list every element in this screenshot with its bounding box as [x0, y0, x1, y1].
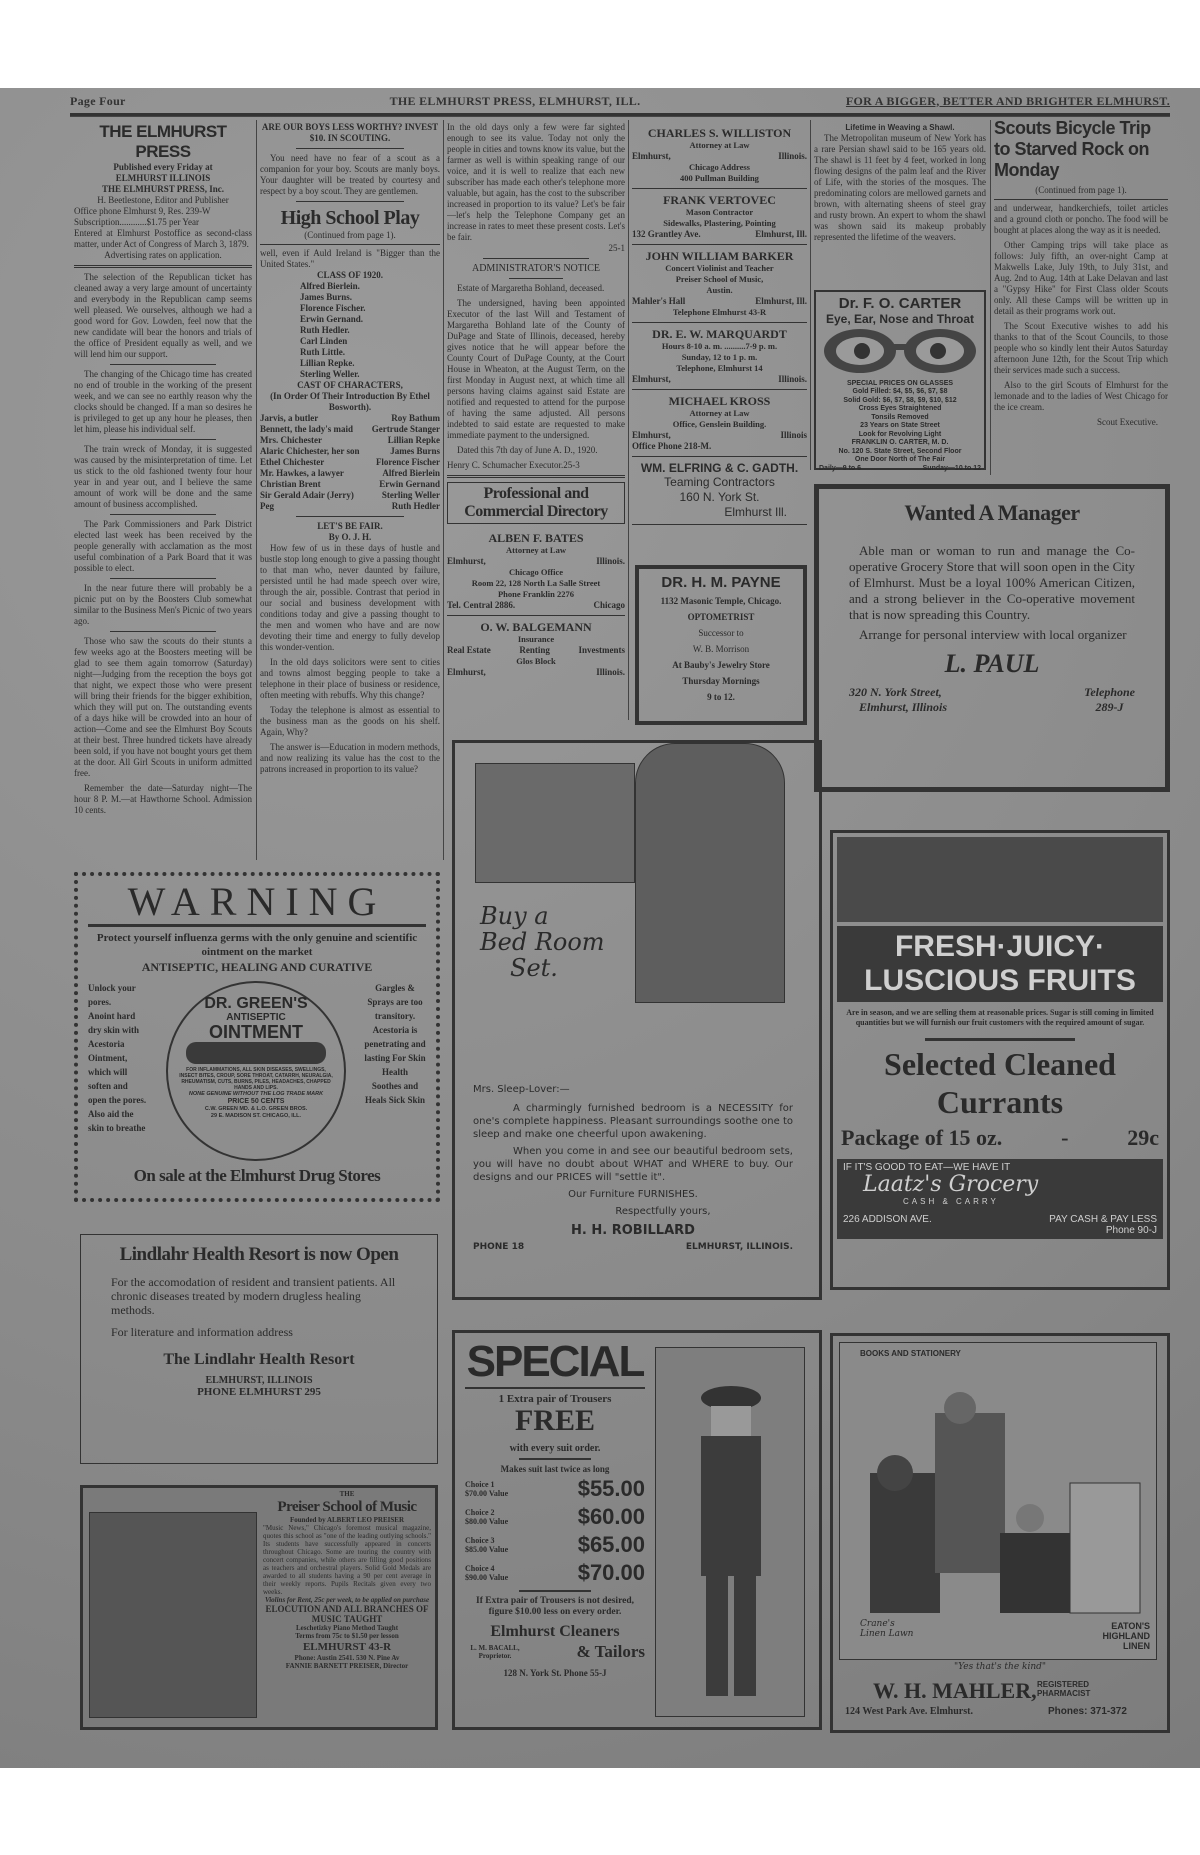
divider [509, 278, 562, 279]
continued-note: (Continued from page 1). [304, 230, 396, 240]
class-member: Sterling Weller. [300, 369, 360, 379]
cast-heading: CAST OF CHARACTERS, [297, 380, 403, 390]
divider [110, 439, 217, 440]
divider [110, 364, 217, 365]
cast-row: Mrs. Chichester Lillian Repke [260, 435, 440, 445]
laatz-logo-banner: IF IT'S GOOD TO EAT—WE HAVE IT Laatz's Grocery CASH & CARRY 226 ADDISON AVE. PAY CASH & PAY LESS Phone 90-J [837, 1159, 1163, 1239]
column-divider [256, 120, 257, 860]
published-line: Published every Friday at [113, 162, 213, 172]
ad-title: Wanted A Manager [904, 500, 1080, 525]
play-lead: well, even if Auld Ireland is "Bigger than the United States." [260, 248, 440, 269]
pharmacist-name: W. H. MAHLER, [873, 1678, 1037, 1703]
shopping-scene-illustration [839, 1342, 1157, 1660]
class-member: Florence Fischer. [300, 303, 366, 313]
class-member: Lillian Repke. [300, 358, 355, 368]
paper-slogan: FOR A BIGGER, BETTER AND BRIGHTER ELMHURST. [845, 93, 1170, 108]
page-masthead [70, 90, 1170, 112]
scouting-text: You need have no fear of a scout as a companion for your boy. Scouts are manly boys. Your daughter will be treated by courtesy and respect by a boy scout. They are gentlemen. [260, 153, 440, 196]
mahler-pharmacist-ad: BOOKS AND STATIONERY Crane's Linen Lawn EATON'S HIGHLAND LINEN "Yes that's the kind" W. H. MAHLER, REGISTERED PHARMACIST 124 West Park Ave. Elmhurst. Phones: 371-372 [830, 1333, 1170, 1733]
class-member: Ruth Hedler. [300, 325, 350, 335]
warning-ointment-ad: WARNING Protect yourself influenza germs with the only genuine and scientific ointment on the market ANTISEPTIC, HEALING AND CURATIVE Unlock your pores. Anoint hard dry skin with Acestoria Ointment, which will soften and open the pores. Also aid the skin to breathe DR. GREEN'S ANTISEPTIC OINTMENT FOR INFLAMMATIONS, ALL SKIN DISEASES, SWELLINGS, INSECT BITES, CROUP, SORE THROAT, CATARRH, NEURALGIA, RHEUMATISM, CUTS, BURNS, PILES, HEADACHES, CHAPPED HANDS AND LIPS. NONE GENUINE WITHOUT THE LOG TRADE MARK PRICE 50 CENTS C.W. GREEN MD. & L.O. GREEN BROS. 29 E. MADISON ST. CHICAGO, ILL. Gargles & Sprays are too transitory. Acestoria is penetrating and lasting For Skin Health Soothes and Heals Sick Skin On sale at the Elmhurst Drug Stores [74, 872, 440, 1202]
editor-line: H. Beetlestone, Editor and Publisher [97, 195, 229, 205]
class-heading: CLASS OF 1920. [317, 270, 383, 280]
shawl-article [814, 122, 986, 272]
article-paragraph: Other Camping trips will take place as follows: July fifth, an over-night Camp at Makwells Lake, July 19th, to July 31st, and Aug. 2nd to Aug. 14th at Lake Delavan and last a "Gypsy Hike" for First Class older Scouts only. All these Camps will be written up in detail as their programs work out. [994, 240, 1168, 316]
ad-title: SPECIAL [465, 1337, 645, 1389]
directory-card-balgemann: O. W. BALGEMANN Insurance Real Estate Renting Investments Glos Block Elmhurst, Illinois. [447, 620, 625, 677]
editorial-column [74, 122, 252, 862]
price-choice: Choice 1 $70.00 Value $55.00 [465, 1476, 645, 1501]
business-card: MICHAEL KROSS Attorney at Law Office, Genslein Building. Elmhurst, Illinois Office Phone 218-M. [632, 390, 807, 457]
elmhurst-cleaners-ad: SPECIAL 1 Extra pair of Trousers FREE with every suit order. Makes suit last twice as long Choice 1 $70.00 Value $55.00 Choice 2 $80.00 Value $60.00 Choice 3 $85.00 Value $65.00 Choice 4 $90.00 Value $70.00 If Extra pair of Trousers is not desired, figure $10.00 less on every order. Elmhurst Cleaners L. M. BACALL, Proprietor. & Tailors 128 N. York St. Phone 55-J [452, 1330, 822, 1730]
ad-body: Arrange for personal interview with local organizer [859, 627, 1127, 642]
notice-dated: Dated this 7th day of June A. D., 1920. [457, 445, 598, 455]
divider [110, 578, 217, 579]
class-member: Carl Linden [300, 336, 348, 346]
play-headline: High School Play [280, 207, 420, 229]
price-choice: Choice 2 $80.00 Value $60.00 [465, 1504, 645, 1529]
subscription-rate: Subscription............$1.75 per Year [74, 217, 199, 227]
notices-column [447, 122, 625, 722]
notice-signature: Henry C. Schumacher Executor.25-3 [447, 460, 580, 470]
notice-headline: ADMINISTRATOR'S NOTICE [471, 263, 600, 274]
scouts-article [994, 118, 1168, 474]
preiser-music-ad: THE Preiser School of Music Founded by ALBERT LEO PREISER "Music News," Chicago's foremost musical magazine, quotes this school as "one of the leading outlying schools." Its students have successfully appeared in concerts throughout Chicago. Some are touring the country with concert companies, while others are filling good positions as teachers and orchestral players. Solid Gold Medals are awarded to all students having a 90 per cent average in their weekly reports. Pupils Recitals given every two weeks. Violins for Rent, 25c per week, to be applied on purchase ELOCUTION AND ALL BRANCHES OF MUSIC TAUGHT Leschetizky Piano Method Taught Terms from 75c to $1.50 per lesson ELMHURST 43-R Phone: Austin 2541. 530 N. Pine Av FANNIE BARNETT PREISER, Director [80, 1485, 438, 1730]
fair-paragraph: The answer is—Education in modern methods, and now realizing its value has the cost to the patrons increased in proportion to its value? [260, 742, 440, 774]
class-member: Ruth Little. [300, 347, 345, 357]
cast-row: Christian Brent Erwin Gernand [260, 479, 440, 489]
cast-row: Mr. Hawkes, a lawyer Alfred Bierlein [260, 468, 440, 478]
cast-list [260, 413, 440, 512]
directory-header [447, 482, 625, 524]
paper-title: THE ELMHURST PRESS, ELMHURST, ILL. [389, 93, 641, 108]
laatz-grocery-ad: FRESH·JUICY· LUSCIOUS FRUITS Are in season, and we are selling them at reasonable prices. Sugar is still coming in limited quantities but we will furnish our fruit customers with the required amount of sugar. Selected Cleaned Currants Package of 15 oz. - 29c IF IT'S GOOD TO EAT—WE HAVE IT Laatz's Grocery CASH & CARRY 226 ADDISON AVE. PAY CASH & PAY LESS Phone 90-J [830, 830, 1170, 1290]
notice-text: The undersigned, having been appointed Executor of the last Will and Testament of Margaretha Bohland late of the County of DuPage and State of Illinois, deceased, hereby gives notice that he will appear before the County Court of DuPage County, at the Court House in Wheaton, at the August Term, on the first Monday in August next, at which time all persons having claims against said Estate are notified and requested to attend for the purpose of having the same adjusted. All persons indebted to said estate are requested to make immediate payment to the undersigned. [447, 298, 625, 440]
fair-paragraph: In the old days solicitors were sent to cities and towns almost begging people to take a telephone in their place of business or residence, often meeting with rebuffs. Why this change? [260, 657, 440, 700]
card-name: ALBEN F. BATES [488, 531, 584, 545]
brand-label: EATON'S HIGHLAND LINEN [1102, 1621, 1150, 1651]
class-member: Erwin Gernand. [300, 314, 364, 324]
product-title: Selected Cleaned [884, 1046, 1116, 1082]
fair-paragraph: Today the telephone is almost as essential to the business man as the goods on his shelf. Again, Why? [260, 705, 440, 737]
card-name: O. W. BALGEMANN [480, 620, 592, 634]
fair-paragraph: How few of us in these days of hustle and bustle stop long enough to give a passing thought to that man who, never daunted by failure, persisted until he had made speech over wire, through the air, possible. Contrast that period in our social and business development with conditions today and give a passing thought to the men and women who have and are now devoting their time and energy to fully develop this wonder-vention. [260, 543, 440, 652]
class-list [260, 281, 440, 380]
column-divider [990, 120, 991, 475]
ad-body: Are in season, and we are selling them at reasonable prices. Sugar is still coming in limited quantities but we will furnish our fruit customers with the required amount of sugar. [846, 1008, 1154, 1027]
suited-man-illustration [655, 1347, 805, 1717]
postal-entry: Entered at Elmhurst Postoffice as second-class matter, under Act of Congress of March 3, 1879. [74, 228, 252, 249]
publisher-company: THE ELMHURST PRESS, Inc. [101, 184, 225, 194]
ad-title: Lindlahr Health Resort is now Open [119, 1244, 399, 1265]
card-title: Attorney at Law [506, 545, 566, 555]
article-headline: Lifetime in Weaving a Shawl. [845, 123, 955, 132]
price-choice: Choice 4 $90.00 Value $70.00 [465, 1560, 645, 1585]
office-phone: Office phone Elmhurst 9, Res. 239-W [74, 206, 211, 216]
cast-row: Alaric Chichester, her son James Burns [260, 446, 440, 456]
brand-label: Crane's Linen Lawn [860, 1619, 914, 1639]
divider [296, 201, 404, 202]
portrait-image [89, 1512, 257, 1718]
editorial-paragraph: The selection of the Republican ticket has cleaned away a very large amount of uncertainty and everybody in the Republican camp seems well pleased. We ourselves, although we had a good word for Gov. Lowden, feel now that the new candidate will bear the honors and trials of the office of President equally as well, and we will lend him our support. [74, 272, 252, 359]
carter-doctor-ad: Dr. F. O. CARTER Eye, Ear, Nose and Throat SPECIAL PRICES ON GLASSES Gold Filled: $4, $5, $6, $7, $8 Solid Gold: $6, $7, $8, $9, $10, $12 Cross Eyes Straightened Tonsils Removed 23 Years on State Street Look for Revolving Light FRANKLIN O. CARTER, M. D. No. 120 S. State Street, Second Floor One Door North of The Fair Daily—9 to 6 Sunday—10 to 12 [814, 290, 986, 470]
organizer-name: L. PAUL [944, 649, 1040, 678]
business-card: CHARLES S. WILLISTON Attorney at Law Elmhurst, Illinois. Chicago Address 400 Pullman Building [632, 122, 807, 189]
column-divider [810, 120, 811, 470]
divider [74, 265, 252, 268]
product-price: Package of 15 oz. - 29c [841, 1125, 1159, 1150]
store-sign: BOOKS AND STATIONERY [860, 1349, 961, 1358]
article-paragraph: The Scout Executive wishes to add his thanks to that of the Scout Councils, to those people who so kindly lent their Autos Saturday afternoon June 12th, for the Scout Trip which their services made such a success. [994, 321, 1168, 375]
directory-title: Professional and Commercial Directory [464, 485, 608, 520]
divider [483, 258, 590, 259]
business-card: DR. E. W. MARQUARDT Hours 8-10 a. m. ..........7-9 p. m. Sunday, 12 to 1 p. m. Telephone, Elmhurst 14 Elmhurst, Illinois. [632, 323, 807, 390]
divider [296, 516, 404, 517]
bedroom-illustration [475, 763, 635, 883]
ad-body: Able man or woman to run and manage the Co-operative Grocery Store that will soon open in the City of Elmhurst. Must be a loyal 100% American Citizen, and a strong believer in the Co-operative movement that is now spreading this Country. [849, 543, 1135, 622]
notice-estate: Estate of Margaretha Bohland, deceased. [457, 283, 605, 293]
business-cards-column [632, 122, 807, 562]
class-member: James Burns. [300, 292, 353, 302]
fruits-banner: FRESH·JUICY· LUSCIOUS FRUITS [837, 926, 1163, 1002]
editorial-paragraph: In the near future there will probably be a picnic put on by the Boosters Club somewhat similar to the Business Men's Picnic of two years ago. [74, 583, 252, 626]
article-headline: Scouts Bicycle Trip to Starved Rock on Monday [994, 118, 1151, 180]
cast-subheading: (In Order Of Their Introduction By Ethel Bosworth). [270, 391, 430, 412]
publication-location: ELMHURST ILLINOIS [115, 173, 211, 183]
cast-row: Peg Ruth Hedler [260, 501, 440, 511]
page-label: Page Four [70, 93, 126, 108]
lindlahr-resort-ad: Lindlahr Health Resort is now Open For the accomodation of resident and transient patients. All chronic diseases treated by modern drugless healing methods. For literature and information address The Lindlahr Health Resort ELMHURST, ILLINOIS PHONE ELMHURST 295 [80, 1234, 438, 1464]
girl-with-doll-illustration [635, 743, 785, 1003]
editorial-paragraph: Remember the date—Saturday night—The hour 8 P. M.—at Hawthorne School. Admission 10 cents. [74, 783, 252, 815]
fair-byline: By O. J. H. [328, 532, 372, 542]
article-paragraph: and underwear, handkerchiefs, toilet articles and a ground cloth or poncho. The food will be bought at places along the way as it is needed. [994, 203, 1168, 235]
article-signature: Scout Executive. [1097, 417, 1158, 427]
cast-row: Jarvis, a butler Roy Bathum [260, 413, 440, 423]
payne-optometrist-ad: DR. H. M. PAYNE 1132 Masonic Temple, Chicago. OPTOMETRIST Successor to W. B. Morrison At Bauby's Jewelry Store Thursday Mornings 9 to 12. [635, 565, 807, 725]
editorial-paragraph: Those who saw the scouts do their stunts a few weeks ago at the Boosters meeting will be glad to see them again tomorrow (Saturday) night—Judging from the reception the boys got that night, we expect those who were present will bring their friends for the bigger exhibition, which they will put on. The outstanding events of a days hike will be crowded into an hour of action—Come and see the Elmhurst Boy Scouts at their best. Three hundred tickets have already been sold, if you have not bought yours get them at the door. All Girl Scouts in uniform admitted free. [74, 636, 252, 778]
robillard-furniture-ad: Buy a Bed Room Set. Mrs. Sleep-Lover:— A charmingly furnished bedroom is a NECESSITY for one's complete happiness. Pleasant surroundings soothe one to sleep and make one cheerful upon awakening. When you come in and see our beautiful bedroom sets, you will have no doubt about WHAT and WHERE to buy. Our designs and our PRICES will "settle it". Our Furniture FURNISHES. Respectfully yours, H. H. ROBILLARD PHONE 18 ELMHURST, ILLINOIS. [452, 740, 822, 1300]
divider [296, 148, 404, 149]
fair-continued: In the old days only a few were far sighted enough to see its value. Today not only the people in cities and towns know its value, but the farmer as well is within speaking range of our voice, and it is well to realize that each new subscriber has made each other's telephone more valuable, but again, has the cost to the subscriber increased in proportion to its value? Let's be fair—let's help the Telephone Company get an increase in rates to meet these present costs. Let's be fair. [447, 122, 625, 242]
article-code: 25-1 [608, 243, 625, 253]
cast-row: Sir Gerald Adair (Jerry) Sterling Weller [260, 490, 440, 500]
eyeglasses-icon [820, 326, 980, 376]
price-choice: Choice 3 $85.00 Value $65.00 [465, 1532, 645, 1557]
business-card: JOHN WILLIAM BARKER Concert Violinist and Teacher Preiser School of Music, Austin. Mahler's Hall Elmhurst, Ill. Telephone Elmhurst 43-R [632, 245, 807, 323]
high-school-play-column [260, 122, 440, 862]
editorial-paragraph: The changing of the Chicago time has created no end of trouble in the working of the present week, and we can see no earthly reason why the clocks should be changed. If a man so desires he is privileged to get up any hour he pleases, then let him, please his individual self. [74, 369, 252, 434]
store-name: H. H. ROBILLARD [571, 1223, 695, 1238]
divider [447, 475, 625, 478]
log-trademark-icon [186, 1042, 326, 1064]
divider [110, 631, 217, 632]
editorial-paragraph: The Park Commissioners and Park District elected last week has been received by the people generally with acclamation as the most useful combination of a Park Board that it was possible to elect. [74, 519, 252, 573]
nameplate: THE ELMHURST PRESS [99, 122, 227, 161]
ad-greeting: Mrs. Sleep-Lover:— [473, 1084, 570, 1095]
scouting-headline: ARE OUR BOYS LESS WORTHY? INVEST $10. IN SCOUTING. [261, 122, 439, 143]
wanted-manager-ad: Wanted A Manager Able man or woman to run and manage the Co-operative Grocery Store that will soon open in the City of Elmhurst. Must be a loyal 100% American Citizen, and a strong believer in the Co-operative movement that is now spreading this Country. Arrange for personal interview with local organizer L. PAUL 320 N. York Street, Elmhurst, Illinois Telephone 289-J [814, 484, 1170, 792]
illustration-caption: "Yes that's the kind" [953, 1662, 1047, 1672]
fair-headline: LET'S BE FAIR. [317, 521, 383, 531]
ad-title: WARNING [88, 880, 426, 927]
ointment-seal: DR. GREEN'S ANTISEPTIC OINTMENT FOR INFLAMMATIONS, ALL SKIN DISEASES, SWELLINGS, INSECT BITES, CROUP, SORE THROAT, CATARRH, NEURALGIA, RHEUMATISM, CUTS, BURNS, PILES, HEADACHES, CHAPPED HANDS AND LIPS. NONE GENUINE WITHOUT THE LOG TRADE MARK PRICE 50 CENTS C.W. GREEN MD. & L.O. GREEN BROS. 29 E. MADISON ST. CHICAGO, ILL. [166, 981, 346, 1161]
business-card: FRANK VERTOVEC Mason Contractor Sidewalks, Plastering, Pointing 132 Grantley Ave. Elmhurst, Ill. [632, 189, 807, 245]
column-divider [628, 120, 629, 720]
continued-note: (Continued from page 1). [1035, 185, 1127, 195]
ad-footer: On sale at the Elmhurst Drug Stores [133, 1166, 381, 1185]
business-card-elfring: WM. ELFRING & C. GADTH. Teaming Contractors 160 N. York St. Elmhurst Ill. [632, 457, 807, 525]
cast-row: Ethel Chichester Florence Fischer [260, 457, 440, 467]
directory-card-bates: ALBEN F. BATES Attorney at Law Elmhurst, Illinois. Chicago Office Room 22, 128 North La Salle Street Phone Franklin 2276 Tel. Central 2886. Chicago [447, 527, 625, 616]
divider [110, 514, 217, 515]
fruit-basket-illustration [837, 837, 1163, 922]
class-member: Alfred Bierlein. [300, 281, 360, 291]
article-text: The Metropolitan museum of New York has a rare Persian shawl said to be 165 years old. The shawl is 11 feet by 4 feet, worked in long flowing designs of the palm leaf and the River of Life, with the stories of the mosques. The predominating colors are mellowed garnets and brown, with alternating sheens of steel gray and rusty brown. An expert to whom the shawl was shown said its makeup probably represented the lifetime of the weavers. [814, 133, 986, 242]
cast-row: Bennett, the lady's maid Gertrude Stanger [260, 424, 440, 434]
advertising-rates: Advertising rates on application. [104, 250, 222, 260]
ad-slogan: Buy a Bed Room Set. [480, 902, 605, 982]
ad-title: DR. H. M. PAYNE [661, 574, 781, 591]
ad-title: Preiser School of Music [277, 1499, 417, 1515]
article-paragraph: Also to the girl Scouts of Elmhurst for the lemonade and to the ladies of West Chicago for the ice cream. [994, 380, 1168, 412]
masthead-rule [70, 113, 1170, 117]
ad-title: Dr. F. O. CARTER [838, 295, 962, 312]
editorial-paragraph: The train wreck of Monday, it is suggested was caused by the misinterpretation of time. Let us stick to the old fashioned twenty four hour year in and year out, and I believe the same amount of work will be done and the same amount of business accomplished. [74, 444, 252, 509]
column-divider [443, 120, 444, 860]
